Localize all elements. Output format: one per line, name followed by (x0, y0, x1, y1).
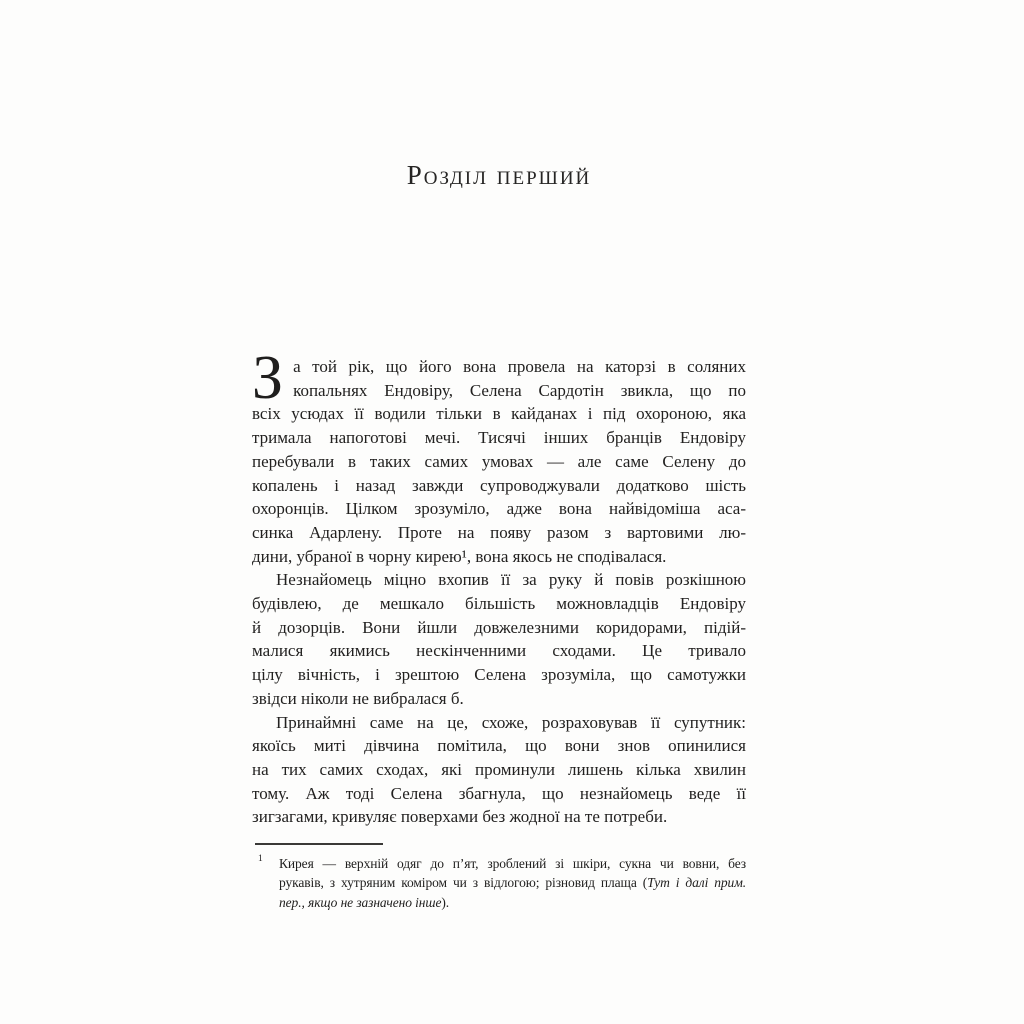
text-line: Принаймні саме на це, схоже, розраховував її супутник: (276, 712, 746, 732)
paragraph (252, 344, 746, 568)
text-line: будівлею, де мешкало більшість можновладців Ендовіру (252, 594, 746, 614)
text-line: тому. Аж тоді Селена збагнула, що незнайомець веде її (252, 783, 746, 803)
text-line: копальнях Ендовіру, Селена Сардотін звикла, що по (293, 380, 746, 400)
footnote-line (258, 854, 746, 873)
footnote-line (279, 873, 746, 892)
text-line: й дозорців. Вони йшли довжелезними коридорами, підій- (252, 617, 746, 637)
text-line: тримала напоготові мечі. Тисячі інших бранців Ендовіру (252, 428, 746, 448)
footnote-segment: пер., якщо не зазначено інше (279, 894, 442, 910)
footnote-marker: 1 (258, 854, 263, 864)
footnote-line (279, 893, 746, 912)
text-line: перебували в таких самих умовах — але саме Селену до (252, 451, 746, 471)
footnote (252, 843, 746, 912)
text-line: охоронців. Цілком зрозуміло, адже вона найвідоміша аса- (252, 499, 746, 519)
footnote-text (252, 854, 746, 912)
drop-cap: З (252, 344, 284, 412)
text-line: Незнайомець міцно вхопив її за руку й повів розкішною (276, 570, 746, 590)
text-line: копалень і назад завжди супроводжували додатково шість (252, 475, 746, 495)
text-line: якоїсь миті дівчина помітила, що вони знов опинилися (252, 736, 746, 756)
footnote-segment: рукавів, з хутряним коміром чи з відлогою; різновид плаща ( (279, 875, 648, 891)
footnote-segment: Кирея — верхній одяг до п’ят, зроблений зі шкіри, сукна чи вовни, без (279, 856, 746, 871)
footnote-segment: Тут і далі прим. (647, 875, 746, 891)
text-line: дини, убраної в чорну кирею¹, вона якось не сподівалася. (252, 546, 667, 566)
paragraph (252, 711, 746, 830)
text-line: на тих самих сходах, які проминули лишень кілька хвилин (252, 759, 746, 779)
page-body (252, 344, 746, 829)
footnote-segment: ). (441, 894, 450, 910)
paragraph (252, 568, 746, 710)
footnote-divider (255, 843, 383, 845)
chapter-heading: Розділ перший (406, 160, 592, 190)
text-line: а той рік, що його вона провела на каторзі в соляних (293, 357, 746, 376)
text-line: малися якимись нескінченними сходами. Це тривало (252, 641, 746, 661)
text-line: синка Адарлену. Проте на появу разом з вартовими лю- (252, 522, 746, 542)
text-line: звідси ніколи не вибралася б. (252, 688, 464, 708)
text-line: цілу вічність, і зрештою Селена зрозуміла, що самотужки (252, 665, 746, 685)
text-line: всіх усюдах її водили тільки в кайданах і під охороною, яка (252, 404, 746, 424)
text-line: зигзагами, кривуляє поверхами без жодної на те потреби. (252, 807, 668, 827)
